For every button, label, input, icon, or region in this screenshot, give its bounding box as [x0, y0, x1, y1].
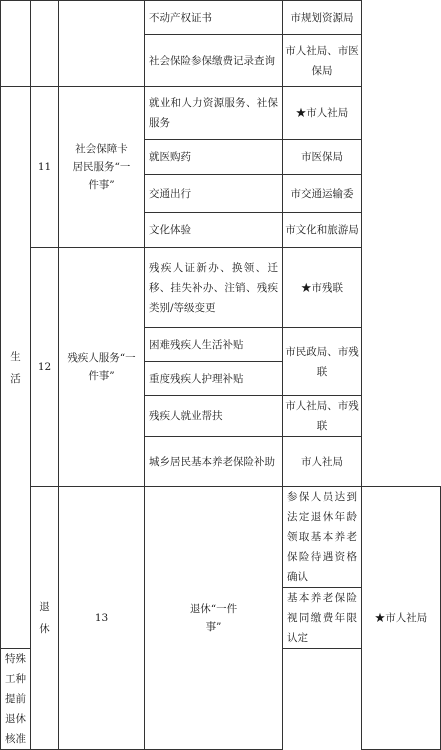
- number-cell: 12: [31, 248, 59, 487]
- item-cell: 就医购药: [145, 140, 283, 175]
- number-cell: 13: [59, 487, 145, 750]
- category-cell-retire: [31, 487, 59, 750]
- dept-cell: 市民政局、市残联: [283, 328, 362, 396]
- subject-cell: [59, 248, 145, 487]
- item-cell: 城乡居民基本养老保险补助: [145, 437, 283, 487]
- dept-cell: 市规划资源局: [283, 1, 362, 35]
- item-cell: 不动产权证书: [145, 1, 283, 35]
- category-cell-life: [1, 87, 31, 649]
- table-row: [1, 248, 441, 328]
- item-cell: 就业和人力资源服务、社保服务: [145, 87, 283, 140]
- subject-cell: [59, 87, 145, 248]
- number-cell: 11: [31, 87, 59, 248]
- dept-cell: 市文化和旅游局: [283, 213, 362, 248]
- dept-cell: 市人社局、市医保局: [283, 35, 362, 87]
- item-cell: 交通出行: [145, 175, 283, 213]
- item-cell: 特殊工种提前退休核准: [1, 649, 31, 750]
- category-label-life: 生活: [10, 350, 21, 385]
- table-row: [1, 487, 441, 588]
- item-cell: 文化体验: [145, 213, 283, 248]
- number-cell-empty: [31, 1, 59, 87]
- subject-label: 残疾人服务“一件事”: [67, 351, 136, 382]
- table-row: [1, 87, 441, 140]
- subject-label: 社会保障卡居民服务“一件事”: [72, 142, 131, 191]
- item-cell: 残疾人就业帮扶: [145, 396, 283, 437]
- subject-cell-empty: [59, 1, 145, 87]
- item-cell: 社会保险参保缴费记录查询: [145, 35, 283, 87]
- dept-cell: 市人社局: [283, 437, 362, 487]
- dept-cell: 市交通运输委: [283, 175, 362, 213]
- subject-label: 退休“一件事”: [189, 602, 238, 633]
- item-cell: 残疾人证新办、换领、迁移、挂失补办、注销、残疾类别/等级变更: [145, 248, 283, 328]
- category-cell-empty: [1, 1, 31, 87]
- dept-cell: 市医保局: [283, 140, 362, 175]
- item-cell: 困难残疾人生活补贴: [145, 328, 283, 362]
- dept-cell: ★市人社局: [283, 87, 362, 140]
- table-row: [1, 1, 441, 35]
- subject-cell: [145, 487, 283, 750]
- item-cell: 基本养老保险视同缴费年限认定: [283, 588, 362, 649]
- item-cell: 参保人员达到法定退休年龄领取基本养老保险待遇资格确认: [283, 487, 362, 588]
- dept-cell: ★市人社局: [362, 487, 441, 750]
- dept-cell: ★市残联: [283, 248, 362, 328]
- item-cell: 重度残疾人护理补贴: [145, 362, 283, 396]
- category-label-retire: 退休: [39, 601, 50, 635]
- dept-cell: 市人社局、市残联: [283, 396, 362, 437]
